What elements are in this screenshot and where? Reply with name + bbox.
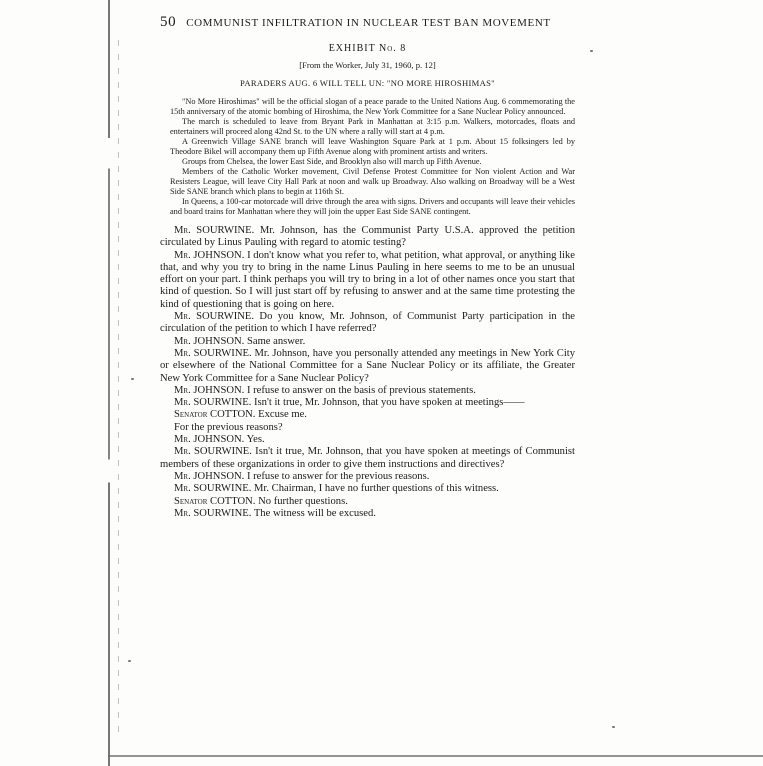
scan-speck bbox=[128, 660, 131, 662]
page-number: 50 bbox=[160, 14, 177, 30]
testimony-line bbox=[160, 385, 575, 397]
exhibit-paragraph: "No More Hiroshimas" will be the official slogan of a peace parade to the United Nations Aug. 6 commemorating the 15th anniversary of the atomic bombing of Hiroshima, the New York Committee for a Sane Nuclear Policy announced. bbox=[170, 97, 575, 116]
testimony-line bbox=[160, 336, 575, 348]
speech-text: I don't know what you refer to, what petition, what approval, or anything like that, and why you try to bring in the name Linus Pauling in here seems to me to be an unusual effort on your part. I think perhaps you will try to bring in a lot of other names once you start that kind of question. So I will just start off by refusing to answer and at the same time protesting the kind of questioning that is going on here. bbox=[160, 249, 575, 310]
speech-text: I refuse to answer for the previous reasons. bbox=[246, 470, 430, 482]
testimony-line bbox=[160, 483, 575, 495]
speech-text: Excuse me. bbox=[258, 409, 307, 421]
speaker-name: Mr. SOURWINE. bbox=[174, 507, 252, 519]
testimony-line bbox=[160, 311, 575, 336]
speech-text: I refuse to answer on the basis of previous statements. bbox=[246, 384, 476, 396]
testimony-line bbox=[160, 496, 575, 508]
speaker-name: Mr. JOHNSON. bbox=[174, 384, 245, 396]
speech-text: Same answer. bbox=[246, 335, 306, 347]
exhibit-source: [From the Worker, July 31, 1960, p. 12] bbox=[299, 60, 436, 70]
exhibit-article bbox=[160, 97, 575, 217]
speech-text: Isn't it true, Mr. Johnson, that you have spoken at meetings of Communist members of these organizations in order to give them instructions and directives? bbox=[160, 446, 575, 470]
exhibit-title: EXHIBIT No. 8 bbox=[328, 43, 407, 54]
testimony-line bbox=[160, 471, 575, 483]
speech-text: For the previous reasons? bbox=[174, 421, 283, 433]
running-title: COMMUNIST INFILTRATION IN NUCLEAR TEST BAN MOVEMENT bbox=[186, 17, 551, 29]
scan-speck bbox=[131, 378, 134, 380]
speech-text: Mr. Johnson, have you personally attended any meetings in New York City or elsewhere of the National Committee for a Sane Nuclear Policy or its affiliate, the Greater New York Committee for a Sane Nuclear Policy? bbox=[160, 347, 576, 384]
running-header bbox=[160, 14, 575, 31]
testimony-line bbox=[160, 422, 575, 434]
testimony-transcript bbox=[160, 225, 575, 520]
scan-edge-bottom bbox=[108, 755, 763, 757]
testimony-line bbox=[160, 397, 575, 409]
exhibit-headline: PARADERS AUG. 6 WILL TELL UN: "NO MORE HIROSHIMAS" bbox=[240, 78, 495, 88]
speaker-name: Mr. JOHNSON. bbox=[174, 470, 245, 482]
scan-speck bbox=[612, 726, 615, 728]
speaker-name: Mr. JOHNSON. bbox=[174, 434, 245, 446]
speaker-name: Mr. SOURWINE. bbox=[174, 397, 252, 409]
speaker-name: Mr. JOHNSON. bbox=[174, 335, 245, 347]
speech-text: Do you know, Mr. Johnson, of Communist Party participation in the circulation of the petition to which I have referred? bbox=[160, 311, 575, 335]
scan-edge-dotted bbox=[118, 40, 119, 740]
speech-text: Yes. bbox=[246, 434, 265, 446]
speaker-name: Senator COTTON. bbox=[174, 409, 256, 421]
exhibit-paragraph: In Queens, a 100-car motorcade will drive through the area with signs. Drivers and occupants will leave their vehicles and board trains for Manhattan where they will join the upper East Side SANE contingent. bbox=[170, 197, 575, 216]
testimony-line bbox=[160, 348, 575, 385]
speaker-name: Mr. SOURWINE. bbox=[174, 483, 252, 495]
speech-text: Isn't it true, Mr. Johnson, that you have spoken at meetings—— bbox=[254, 397, 525, 409]
speaker-name: Senator COTTON. bbox=[174, 495, 256, 507]
speaker-name: Mr. SOURWINE. bbox=[174, 446, 252, 458]
testimony-line bbox=[160, 446, 575, 471]
speaker-name: Mr. JOHNSON. bbox=[174, 249, 245, 261]
testimony-line bbox=[160, 508, 575, 520]
speech-text: Mr. Chairman, I have no further questions of this witness. bbox=[254, 483, 499, 495]
speaker-name: Mr. SOURWINE. bbox=[174, 347, 252, 359]
exhibit-paragraph: A Greenwich Village SANE branch will leave Washington Square Park at 1 p.m. About 15 folksingers led by Theodore Bikel will accompany them up Fifth Avenue along with prominent artists and writers. bbox=[170, 137, 575, 156]
testimony-line bbox=[160, 434, 575, 446]
testimony-line bbox=[160, 250, 575, 311]
scan-speck bbox=[590, 50, 593, 52]
exhibit-paragraph: Members of the Catholic Worker movement, Civil Defense Protest Committee for Non violent Action and War Resisters League, will leave City Hall Park at noon and walk up Broadway. Also walking on Broadway will be a West Side SANE branch which plans to begin at 116th St. bbox=[170, 167, 575, 196]
speaker-name: Mr. SOURWINE. bbox=[174, 311, 255, 323]
testimony-line bbox=[160, 409, 575, 421]
scan-edge-left bbox=[108, 0, 110, 766]
speech-text: No further questions. bbox=[258, 495, 348, 507]
speech-text: Mr. Johnson, has the Communist Party U.S.A. approved the petition circulated by Linus Pauling with regard to atomic testing? bbox=[160, 225, 575, 249]
document-page bbox=[160, 14, 575, 520]
testimony-line bbox=[160, 225, 575, 250]
speech-text: The witness will be excused. bbox=[253, 507, 376, 519]
speaker-name: Mr. SOURWINE. bbox=[174, 225, 255, 236]
exhibit-paragraph: Groups from Chelsea, the lower East Side, and Brooklyn also will march up Fifth Avenue. bbox=[182, 157, 482, 166]
exhibit-paragraph: The march is scheduled to leave from Bryant Park in Manhattan at 3:15 p.m. Walkers, motorcades, floats and entertainers will proceed along 42nd St. to the UN where a rally will start at 4 p.m. bbox=[170, 117, 575, 136]
